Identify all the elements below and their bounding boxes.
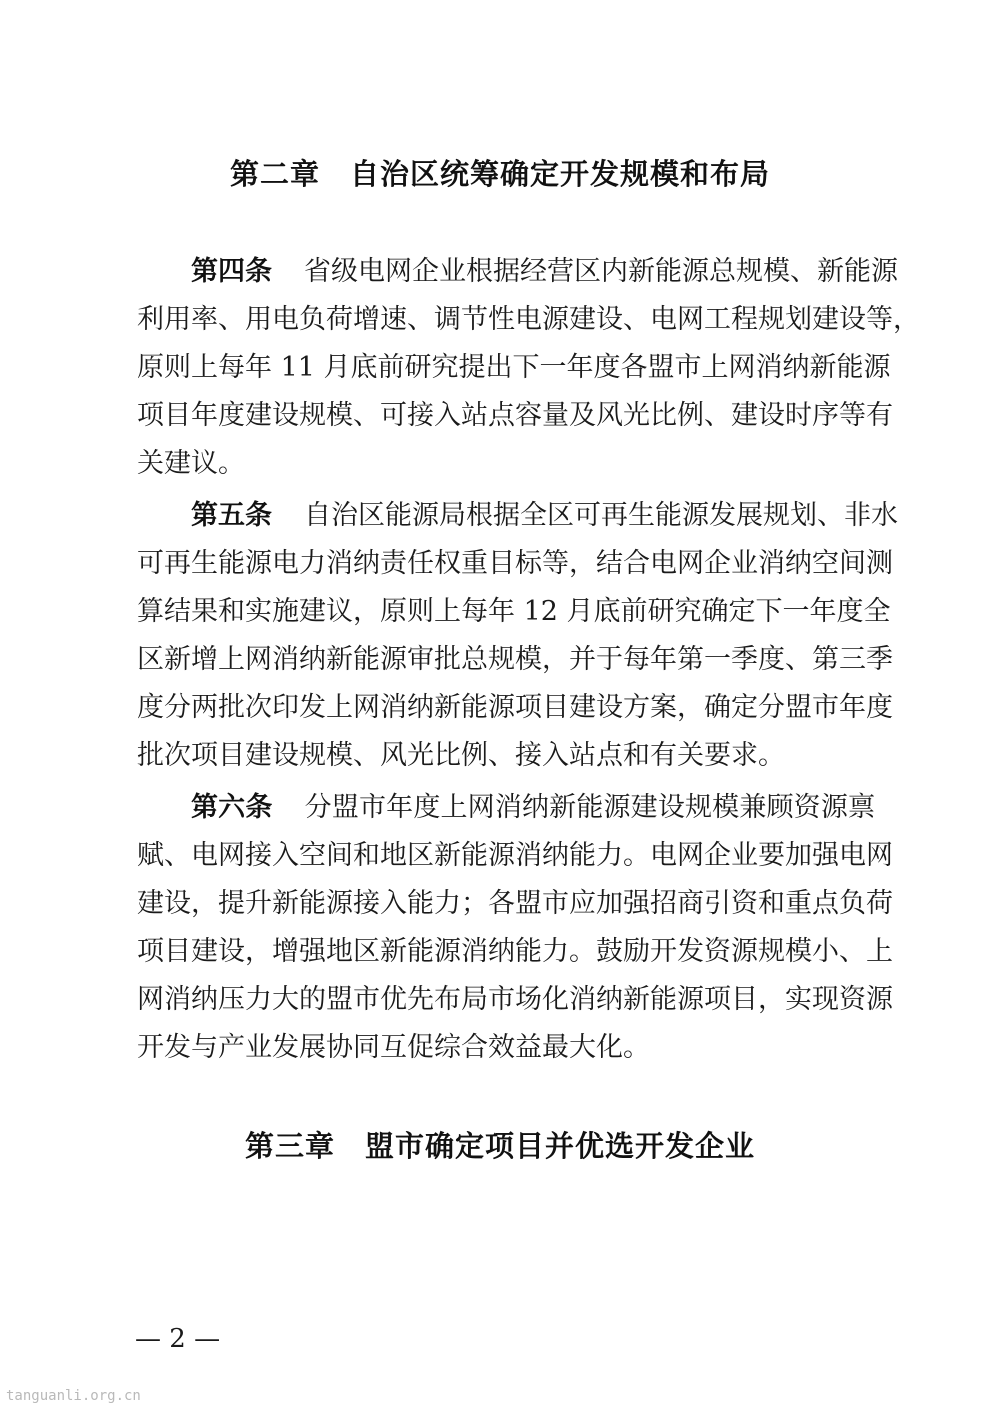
article-text: 度分两批次印发上网消纳新能源项目建设方案，确定分盟市年度: [137, 692, 893, 723]
article-text: 算结果和实施建议，原则上每年 12 月底前研究确定下一年度全: [137, 596, 891, 627]
article-six-line-1: [137, 784, 875, 832]
page-number: — 2 —: [135, 1324, 221, 1354]
article-four-line-1: [137, 248, 898, 296]
article-text: 关建议。: [137, 448, 245, 479]
article-text: 项目年度建设规模、可接入站点容量及风光比例、建设时序等有: [137, 400, 893, 431]
article-five: [137, 492, 898, 780]
article-five-line-1: [137, 492, 898, 540]
article-text: 建设，提升新能源接入能力；各盟市应加强招商引资和重点负荷: [137, 888, 893, 919]
article-text: 赋、电网接入空间和地区新能源消纳能力。电网企业要加强电网: [137, 840, 893, 871]
article-text: 省级电网企业根据经营区内新能源总规模、新能源: [304, 256, 898, 287]
article-text: 区新增上网消纳新能源审批总规模，并于每年第一季度、第三季: [137, 644, 893, 675]
article-six: [137, 784, 893, 1072]
chapter-title-two: 第二章 自治区统筹确定开发规模和布局: [229, 157, 770, 191]
article-text: 原则上每年 11 月底前研究提出下一年度各盟市上网消纳新能源: [137, 352, 891, 383]
article-six-label: 第六条: [191, 792, 273, 823]
article-text: 利用率、用电负荷增速、调节性电源建设、电网工程规划建设等，: [137, 304, 920, 335]
article-text: 开发与产业发展协同互促综合效益最大化。: [137, 1032, 650, 1063]
article-text: 批次项目建设规模、风光比例、接入站点和有关要求。: [137, 740, 785, 771]
watermark: tanguanli.org.cn: [6, 1388, 141, 1404]
article-text: 网消纳压力大的盟市优先布局市场化消纳新能源项目，实现资源: [137, 984, 893, 1015]
article-text: 可再生能源电力消纳责任权重目标等，结合电网企业消纳空间测: [137, 548, 893, 579]
article-text: 项目建设，增强地区新能源消纳能力。鼓励开发资源规模小、上: [137, 936, 893, 967]
article-text: 分盟市年度上网消纳新能源建设规模兼顾资源禀: [304, 792, 875, 823]
chapter-title-three: 第三章 盟市确定项目并优选开发企业: [244, 1129, 755, 1163]
article-five-label: 第五条: [191, 500, 272, 531]
article-four-label: 第四条: [191, 256, 272, 287]
article-text: 自治区能源局根据全区可再生能源发展规划、非水: [304, 500, 898, 531]
article-four: [137, 248, 920, 488]
